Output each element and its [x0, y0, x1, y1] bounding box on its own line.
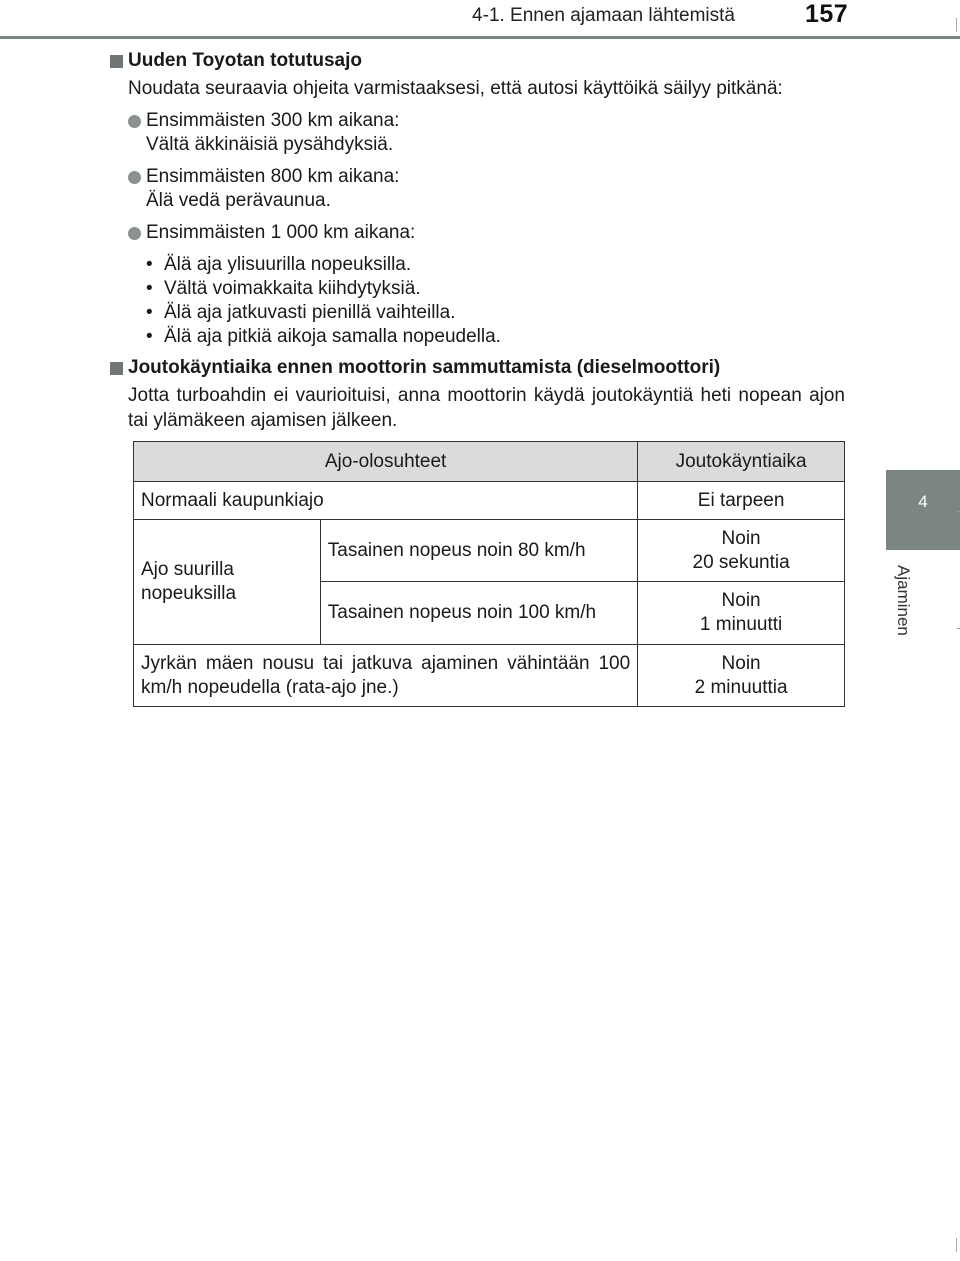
list-item-title: Ensimmäisten 800 km aikana:: [146, 166, 400, 187]
idling-time-table: [133, 441, 845, 707]
section-heading-text: Joutokäyntiaika ennen moottorin sammuttamista (dieselmoottori): [128, 357, 721, 378]
table-row: [134, 482, 845, 520]
list-item: [128, 165, 845, 213]
list-item: [128, 221, 845, 245]
list-item: [128, 109, 845, 157]
table-cell-condition: Tasainen nopeus noin 100 km/h: [320, 582, 637, 645]
dot-bullet-icon: •: [146, 278, 153, 299]
table-row: [134, 520, 845, 582]
page-number: 157: [805, 0, 849, 28]
list-item-title: Ensimmäisten 1 000 km aikana:: [146, 222, 416, 243]
circle-bullet-icon: [128, 171, 141, 184]
table-header-idle-time: Joutokäyntiaika: [638, 442, 845, 482]
table-cell-time: Noin 20 sekuntia: [638, 520, 845, 582]
table-cell-time: Ei tarpeen: [638, 482, 845, 520]
section-heading-break-in: [110, 48, 845, 74]
dot-bullet-icon: •: [146, 302, 153, 323]
section-reference: 4-1. Ennen ajamaan lähtemistä: [472, 5, 735, 26]
chapter-label: Ajaminen: [894, 565, 913, 636]
dot-bullet-icon: •: [146, 326, 153, 347]
circle-bullet-icon: [128, 115, 141, 128]
table-cell-condition: Tasainen nopeus noin 80 km/h: [320, 520, 637, 582]
sub-bullet-item: • Älä aja jatkuvasti pienillä vaihteilla.: [146, 302, 456, 323]
list-item-detail: Vältä äkkinäisiä pysähdyksiä.: [146, 134, 394, 155]
chapter-number: 4: [918, 492, 928, 511]
dot-bullet-icon: •: [146, 254, 153, 275]
section-heading-idling: [110, 355, 845, 381]
table-cell-group-label: Ajo suurilla nopeuksilla: [134, 520, 321, 645]
square-bullet-icon: [110, 362, 123, 375]
table-cell-time: Noin 2 minuuttia: [638, 645, 845, 707]
crop-mark-bottom: [956, 1238, 957, 1252]
table-cell-condition: Jyrkän mäen nousu tai jatkuva ajaminen vähintään 100 km/h nopeudella (rata-ajo jne.): [134, 645, 638, 707]
table-cell-condition: Normaali kaupunkiajo: [134, 482, 638, 520]
circle-bullet-icon: [128, 227, 141, 240]
list-item-title: Ensimmäisten 300 km aikana:: [146, 110, 400, 131]
list-item-detail: Älä vedä perävaunua.: [146, 190, 331, 211]
page-content: [110, 48, 845, 433]
sub-bullet-item: • Älä aja pitkiä aikoja samalla nopeudella.: [146, 326, 501, 347]
sub-bullet-item: • Vältä voimakkaita kiihdytyksiä.: [146, 278, 421, 299]
intro-paragraph: Noudata seuraavia ohjeita varmistaaksesi, että autosi käyttöikä säilyy pitkänä:: [128, 78, 783, 99]
header-rule: [0, 36, 960, 39]
idling-paragraph: Jotta turboahdin ei vaurioituisi, anna moottorin käydä joutokäyntiä heti nopean ajon tai ylämäkeen ajamisen jälkeen.: [128, 385, 845, 431]
square-bullet-icon: [110, 55, 123, 68]
table-row: [134, 645, 845, 707]
section-heading-text: Uuden Toyotan totutusajo: [128, 50, 362, 71]
table-cell-time: Noin 1 minuutti: [638, 582, 845, 645]
table-header-conditions: Ajo-olosuhteet: [134, 442, 638, 482]
chapter-tab[interactable]: [886, 470, 960, 550]
sub-bullet-item: • Älä aja ylisuurilla nopeuksilla.: [146, 254, 412, 275]
chapter-label-wrapper: [891, 565, 915, 655]
table-header-row: [134, 442, 845, 482]
sub-bullet-list: [146, 253, 845, 349]
crop-mark-top: [956, 18, 957, 32]
